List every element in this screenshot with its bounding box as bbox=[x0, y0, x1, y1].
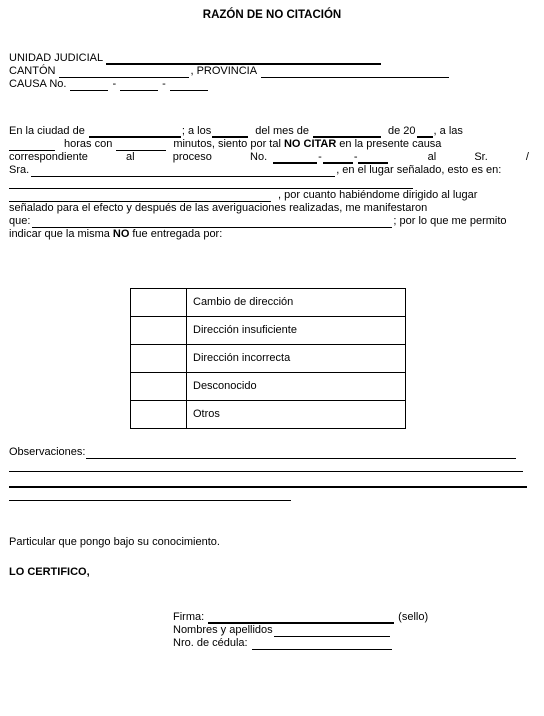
body-line-5 bbox=[9, 189, 529, 202]
text-entregada-por: fue entregada por: bbox=[132, 227, 223, 240]
direccion-blank-2[interactable] bbox=[9, 191, 271, 202]
canton-label: CANTÓN bbox=[9, 64, 56, 77]
observaciones-line-1 bbox=[9, 446, 529, 459]
option-label: Cambio de dirección bbox=[187, 289, 406, 317]
body-line-4b bbox=[9, 177, 529, 189]
text-correspondiente: correspondiente bbox=[9, 150, 88, 163]
table-row bbox=[131, 373, 406, 401]
option-label: Dirección insuficiente bbox=[187, 317, 406, 345]
cedula-blank[interactable] bbox=[252, 639, 392, 650]
table-row bbox=[131, 345, 406, 373]
nombres-label: Nombres y apellidos bbox=[173, 623, 273, 636]
observaciones-blank-1[interactable] bbox=[86, 448, 516, 459]
causa-blank-1[interactable] bbox=[70, 80, 108, 91]
certifico-text: LO CERTIFICO, bbox=[9, 566, 90, 578]
table-row bbox=[131, 401, 406, 429]
sello-text: (sello) bbox=[398, 610, 429, 623]
dia-blank[interactable] bbox=[212, 126, 248, 138]
text-ciudad: En la ciudad de bbox=[9, 124, 85, 137]
cedula-line bbox=[173, 637, 473, 650]
body-line-6 bbox=[9, 202, 529, 215]
causa-blank-2[interactable] bbox=[120, 80, 158, 91]
causa-dash-1: - bbox=[112, 77, 117, 90]
text-senalado-efecto: señalado para el efecto y después de las averiguaciones realizadas, me manifestaron bbox=[9, 201, 428, 214]
closing-text: Particular que pongo bajo su conocimiento. bbox=[9, 536, 220, 548]
proceso-blank-3[interactable] bbox=[358, 152, 388, 164]
direccion-blank-1[interactable] bbox=[9, 178, 413, 189]
observaciones-blank-2[interactable] bbox=[9, 471, 523, 472]
causa-label: CAUSA No. bbox=[9, 77, 67, 90]
checkbox-cell[interactable] bbox=[131, 373, 187, 401]
unidad-label: UNIDAD JUDICIAL bbox=[9, 51, 104, 64]
canton-blank[interactable] bbox=[59, 67, 189, 78]
proceso-dash-2: - bbox=[353, 150, 358, 163]
provincia-blank[interactable] bbox=[261, 67, 449, 78]
text-lugar-senalado: , en el lugar señalado, esto es en: bbox=[336, 163, 502, 176]
body-line-1 bbox=[9, 125, 529, 138]
body-line-3 bbox=[9, 151, 529, 164]
text-no-bold: NO bbox=[112, 227, 130, 240]
reasons-table bbox=[130, 288, 406, 429]
firma-blank[interactable] bbox=[208, 612, 394, 624]
proceso-dash-1: - bbox=[318, 150, 322, 163]
causa-blank-3[interactable] bbox=[170, 80, 208, 91]
text-al: al bbox=[126, 150, 135, 163]
body-paragraph bbox=[9, 125, 529, 241]
option-label: Otros bbox=[187, 401, 406, 429]
body-line-4 bbox=[9, 164, 529, 177]
checkbox-cell[interactable] bbox=[131, 317, 187, 345]
body-line-7 bbox=[9, 215, 529, 228]
unidad-blank[interactable] bbox=[106, 53, 381, 65]
firma-line bbox=[173, 611, 473, 624]
header-section bbox=[9, 52, 529, 91]
text-por-cuanto: , por cuanto habiéndome dirigido al lugar bbox=[278, 188, 478, 201]
text-anio: de 20 bbox=[388, 124, 416, 137]
causa-dash-2: - bbox=[162, 77, 166, 90]
proceso-number bbox=[250, 151, 389, 164]
text-indicar: indicar que la misma bbox=[9, 227, 110, 240]
proceso-blank-2[interactable] bbox=[323, 152, 353, 164]
text-a-las: , a las bbox=[433, 124, 463, 137]
canton-line bbox=[9, 65, 529, 78]
observaciones-blank-4[interactable] bbox=[9, 500, 291, 501]
signature-section bbox=[173, 611, 473, 650]
observaciones-section bbox=[9, 446, 529, 459]
nombre-blank[interactable] bbox=[31, 166, 335, 177]
manifestacion-blank[interactable] bbox=[32, 217, 392, 228]
checkbox-cell[interactable] bbox=[131, 289, 187, 317]
text-minutos: minutos, siento por tal bbox=[173, 137, 281, 150]
text-al-2: al bbox=[427, 150, 437, 163]
text-horas: horas con bbox=[64, 137, 113, 150]
text-mes: del mes de bbox=[255, 124, 310, 137]
cedula-label: Nro. de cédula: bbox=[173, 636, 248, 649]
text-que: que: bbox=[9, 214, 31, 227]
body-line-8 bbox=[9, 228, 529, 241]
table-row bbox=[131, 289, 406, 317]
option-label: Desconocido bbox=[187, 373, 406, 401]
text-no-citar: NO CITAR bbox=[283, 137, 337, 150]
firma-label: Firma: bbox=[173, 610, 205, 623]
document-title: RAZÓN DE NO CITACIÓN bbox=[202, 9, 342, 21]
text-presente-causa: en la presente causa bbox=[339, 137, 442, 150]
horas-blank[interactable] bbox=[9, 140, 55, 151]
text-proceso: proceso bbox=[172, 150, 212, 163]
causa-line bbox=[9, 78, 529, 91]
anio-blank[interactable] bbox=[417, 126, 433, 138]
body-line-2 bbox=[9, 138, 529, 151]
text-slash: / bbox=[525, 150, 529, 163]
table-row bbox=[131, 317, 406, 345]
text-me-permito: ; por lo que me permito bbox=[393, 214, 507, 227]
provincia-label: , PROVINCIA bbox=[190, 64, 258, 77]
text-a-los: ; a los bbox=[181, 124, 212, 137]
option-label: Dirección incorrecta bbox=[187, 345, 406, 373]
observaciones-blank-3[interactable] bbox=[9, 486, 527, 488]
text-no: No. bbox=[250, 150, 268, 163]
unidad-line bbox=[9, 52, 529, 65]
checkbox-cell[interactable] bbox=[131, 401, 187, 429]
observaciones-label: Observaciones: bbox=[9, 445, 86, 458]
minutos-blank[interactable] bbox=[116, 140, 166, 151]
nombres-blank[interactable] bbox=[274, 626, 390, 637]
ciudad-blank[interactable] bbox=[89, 126, 181, 138]
mes-blank[interactable] bbox=[313, 126, 381, 138]
text-sr: Sr. bbox=[474, 150, 488, 163]
checkbox-cell[interactable] bbox=[131, 345, 187, 373]
nombres-line bbox=[173, 624, 473, 637]
proceso-blank-1[interactable] bbox=[273, 152, 317, 164]
text-sra: Sra. bbox=[9, 163, 30, 176]
